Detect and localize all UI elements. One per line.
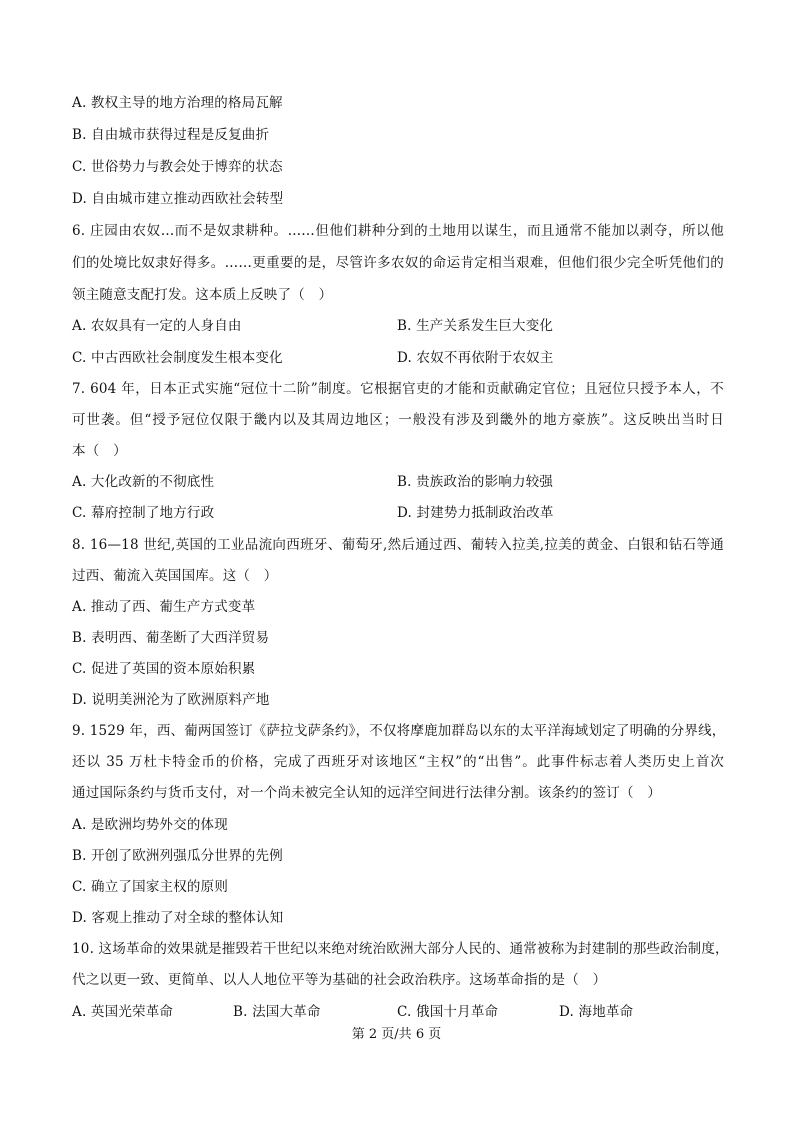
- q7-option-a: A. 大化改新的不彻底性: [72, 474, 215, 490]
- q6-option-c: C. 中古西欧社会制度发生根本变化: [72, 350, 283, 366]
- q9-option-a: A. 是欧洲均势外交的体现: [72, 817, 228, 833]
- q7-option-c: C. 幕府控制了地方行政: [72, 505, 215, 521]
- q8-option-c: C. 促进了英国的资本原始积累: [72, 661, 256, 677]
- q9-stem-line-3: 通过国际条约与货币支付，对一个尚未被完全认知的远洋空间进行法律分割。该条约的签订（ ）: [72, 785, 662, 801]
- q8-option-b: B. 表明西、葡垄断了大西洋贸易: [72, 630, 270, 646]
- q6-option-b: B. 生产关系发生巨大变化: [397, 318, 554, 334]
- q7-stem-line-3: 本（ ）: [72, 443, 127, 459]
- q9-option-c: C. 确立了国家主权的原则: [72, 879, 229, 895]
- q9-option-d: D. 客观上推动了对全球的整体认知: [72, 910, 284, 926]
- q5-option-d: D. 自由城市建立推动西欧社会转型: [72, 191, 284, 207]
- q7-stem-line-1: 7. 604 年，日本正式实施“冠位十二阶”制度。它根据官吏的才能和贡献确定官位；且冠位只授予本人，不: [72, 381, 724, 397]
- q7-option-d: D. 封建势力抵制政治改革: [397, 505, 554, 521]
- q6-stem-line-1: 6. 庄园由农奴…而不是奴隶耕种。……但他们耕种分到的土地用以谋生，而且通常不能加以剥夺，所以他: [72, 223, 724, 239]
- q9-option-b: B. 开创了欧洲列强瓜分世界的先例: [72, 848, 283, 864]
- page-number-footer: 第 2 页/共 6 页: [351, 1027, 442, 1042]
- q8-stem-line-1: 8. 16—18 世纪,英国的工业品流向西班牙、葡萄牙,然后通过西、葡转入拉美,拉美的黄金、白银和钻石等通: [72, 537, 724, 553]
- q6-option-d: D. 农奴不再依附于农奴主: [397, 350, 554, 366]
- q9-stem-line-2: 还以 35 万杜卡特金币的价格，完成了西班牙对该地区“主权”的“出售”。此事件标志着人类历史上首次: [72, 754, 724, 770]
- q5-option-c: C. 世俗势力与教会处于博弈的状态: [72, 159, 283, 175]
- q8-stem-line-2: 过西、葡流入英国国库。这（ ）: [72, 568, 278, 584]
- q10-option-c: C. 俄国十月革命: [397, 1004, 499, 1020]
- q5-option-b: B. 自由城市获得过程是反复曲折: [72, 127, 270, 143]
- q10-stem-line-1: 10. 这场革命的效果就是摧毁若干世纪以来绝对统治欧洲大部分人民的、通常被称为封建制的那些政治制度，: [72, 941, 729, 957]
- q8-option-a: A. 推动了西、葡生产方式变革: [72, 599, 256, 615]
- q5-option-a: A. 教权主导的地方治理的格局瓦解: [72, 95, 283, 111]
- q8-option-d: D. 说明美洲沦为了欧洲原料产地: [72, 692, 270, 708]
- q10-option-d: D. 海地革命: [559, 1004, 634, 1020]
- q6-stem-line-3: 领主随意支配打发。这本质上反映了（ ）: [72, 287, 333, 303]
- q10-option-a: A. 英国光荣革命: [72, 1004, 174, 1020]
- q7-stem-line-2: 可世袭。但“授予冠位仅限于畿内以及其周边地区；一般没有涉及到畿外的地方豪族”。这反映出当时日: [72, 412, 724, 428]
- q6-option-a: A. 农奴具有一定的人身自由: [72, 318, 242, 334]
- q6-stem-line-2: 们的处境比奴隶好得多。……更重要的是，尽管许多农奴的命运肯定相当艰难，但他们很少完全听凭他们的: [72, 255, 724, 271]
- q7-option-b: B. 贵族政治的影响力较强: [397, 474, 554, 490]
- q10-option-b: B. 法国大革命: [233, 1004, 321, 1020]
- q10-stem-line-2: 代之以更一致、更简单、以人人地位平等为基础的社会政治秩序。这场革命指的是（ ）: [72, 972, 607, 988]
- q9-stem-line-1: 9. 1529 年，西、葡两国签订《萨拉戈萨条约》，不仅将摩鹿加群岛以东的太平洋海域划定了明确的分界线，: [72, 723, 726, 739]
